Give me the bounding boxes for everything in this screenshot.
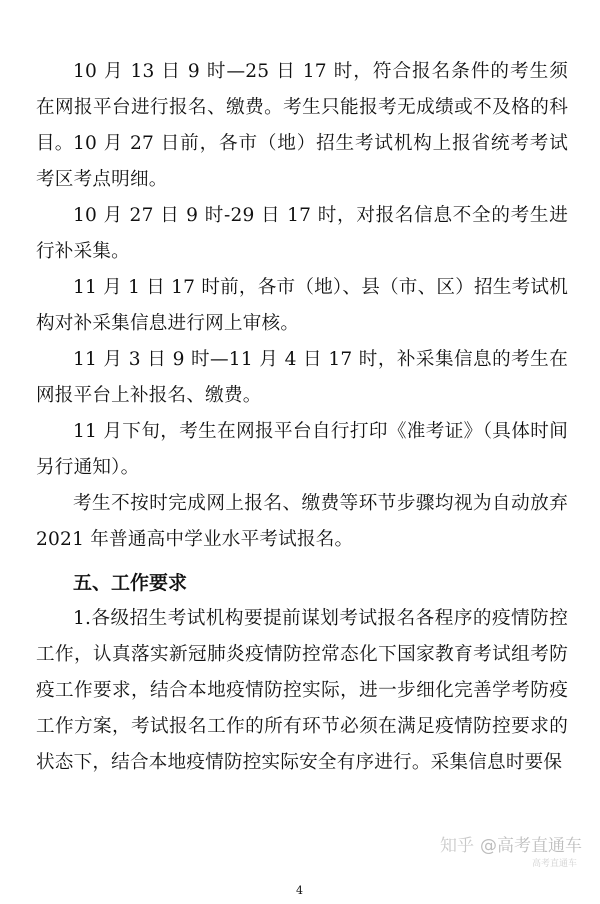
paragraph-supplementary-registration: 11 月 3 日 9 时—11 月 4 日 17 时，补采集信息的考生在网报平台上补报名、缴费。 [36, 349, 568, 406]
paragraph-supplementary-collection: 10 月 27 日 9 时-29 日 17 时，对报名信息不全的考生进行补采集。 [36, 205, 568, 262]
paragraph-forfeit-notice: 考生不按时完成网上报名、缴费等环节步骤均视为自动放弃 2021 年普通高中学业水平考试报名。 [36, 493, 568, 550]
page-number: 4 [296, 884, 303, 897]
paragraph-admission-ticket: 11 月下旬，考生在网报平台自行打印《准考证》（具体时间另行通知）。 [36, 421, 568, 478]
paragraph-exam-site-report: 10 月 27 日前，各市（地）招生考试机构上报省统考考试考区考点明细。 [36, 133, 568, 190]
paragraph-registration-period: 10 月 13 日 9 时—25 日 17 时，符合报名条件的考生须在网报平台进行报名、缴费。考生只能报考无成绩或不及格的科目。 [36, 61, 568, 154]
section-heading: 五、工作要求 [73, 572, 188, 594]
watermark-sub: 高考直通车 [532, 859, 578, 869]
paragraph-work-requirements: 1.各级招生考试机构要提前谋划考试报名各程序的疫情防控工作，认真落实新冠肺炎疫情防控常态化下国家教育考试组考防疫工作要求，结合本地疫情防控实际，进一步细化完善学考防疫工作方案，考试报名工作的所有环节必须在满足疫情防控要求的状态下，结合本地疫情防控实际安全有序进行。采集信息时要保 [36, 608, 568, 773]
watermark-author: @高考直通车 [480, 836, 582, 856]
watermark [440, 836, 582, 856]
paragraph-online-review: 11 月 1 日 17 时前，各市（地）、县（市、区）招生考试机构对补采集信息进行网上审核。 [36, 277, 568, 334]
watermark-platform: 知乎 [440, 836, 474, 856]
